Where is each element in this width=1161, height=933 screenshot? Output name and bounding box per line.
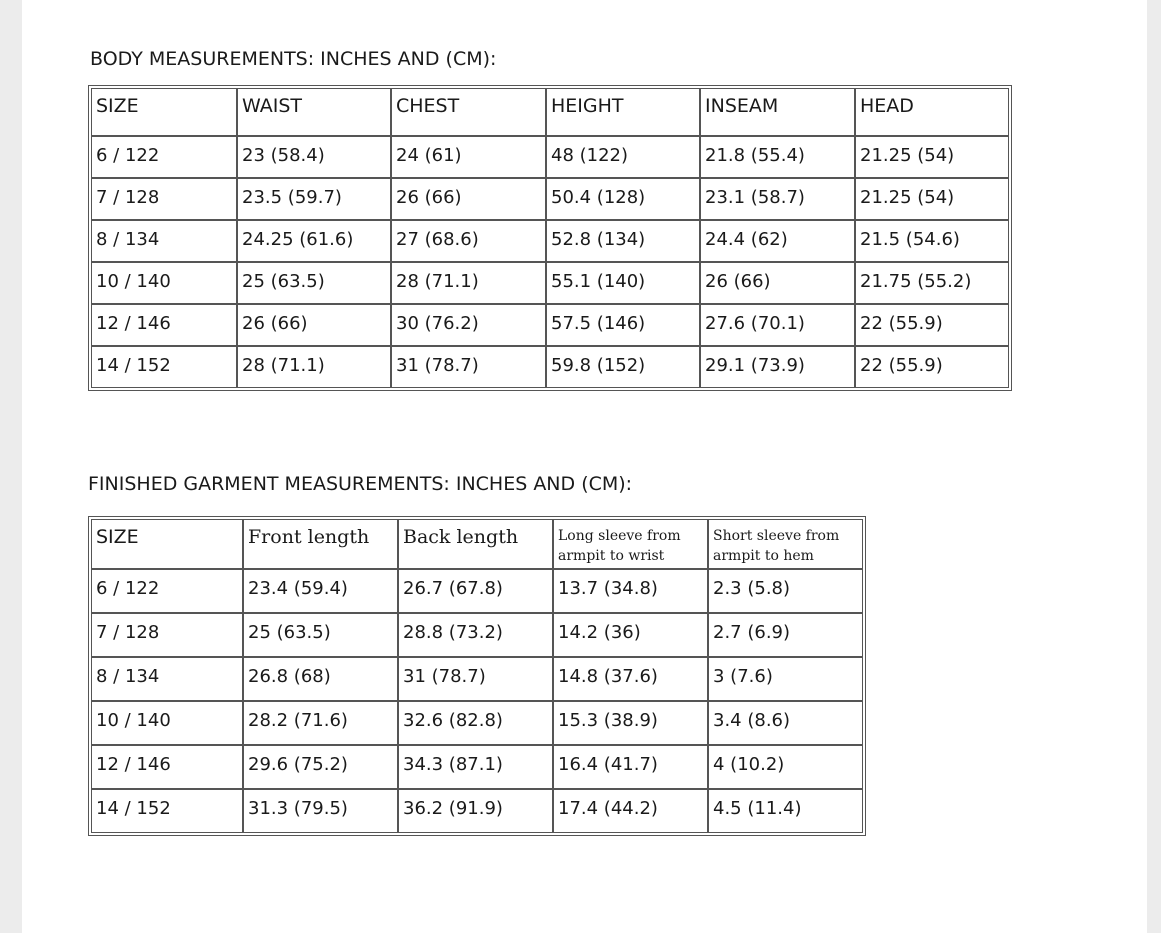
table-cell: 23.5 (59.7) (237, 178, 391, 220)
table-cell: 27 (68.6) (391, 220, 546, 262)
header-short-sleeve: Short sleeve from armpit to hem (708, 519, 863, 569)
garment-measurements-title: FINISHED GARMENT MEASUREMENTS: INCHES AND (CM): (88, 473, 633, 495)
table-cell: 14.8 (37.6) (553, 657, 708, 701)
table-cell: 22 (55.9) (855, 346, 1009, 388)
table-cell: 10 / 140 (91, 701, 243, 745)
table-cell: 32.6 (82.8) (398, 701, 553, 745)
table-cell: 28 (71.1) (237, 346, 391, 388)
table-cell: 26 (66) (237, 304, 391, 346)
table-cell: 7 / 128 (91, 178, 237, 220)
table-row (91, 701, 863, 745)
table-row (91, 220, 1009, 262)
header-waist: WAIST (237, 88, 391, 136)
table-cell: 57.5 (146) (546, 304, 700, 346)
table-cell: 59.8 (152) (546, 346, 700, 388)
document-page (22, 0, 1147, 933)
header-front-length: Front length (243, 519, 398, 569)
table-cell: 3 (7.6) (708, 657, 863, 701)
header-size: SIZE (91, 519, 243, 569)
table-cell: 21.8 (55.4) (700, 136, 855, 178)
table-cell: 29.6 (75.2) (243, 745, 398, 789)
table-row (91, 136, 1009, 178)
header-chest: CHEST (391, 88, 546, 136)
table-cell: 55.1 (140) (546, 262, 700, 304)
table-cell: 2.3 (5.8) (708, 569, 863, 613)
header-size: SIZE (91, 88, 237, 136)
table-row (91, 657, 863, 701)
table-header-row (91, 88, 1009, 136)
header-height: HEIGHT (546, 88, 700, 136)
table-cell: 26 (66) (700, 262, 855, 304)
table-row (91, 346, 1009, 388)
table-cell: 28 (71.1) (391, 262, 546, 304)
table-cell: 27.6 (70.1) (700, 304, 855, 346)
table-cell: 6 / 122 (91, 569, 243, 613)
table-cell: 29.1 (73.9) (700, 346, 855, 388)
table-row (91, 745, 863, 789)
table-cell: 26.8 (68) (243, 657, 398, 701)
table-cell: 25 (63.5) (237, 262, 391, 304)
table-cell: 4 (10.2) (708, 745, 863, 789)
table-row (91, 304, 1009, 346)
table-cell: 7 / 128 (91, 613, 243, 657)
header-inseam: INSEAM (700, 88, 855, 136)
table-cell: 16.4 (41.7) (553, 745, 708, 789)
table-cell: 31 (78.7) (391, 346, 546, 388)
table-cell: 24.4 (62) (700, 220, 855, 262)
table-cell: 28.8 (73.2) (398, 613, 553, 657)
table-cell: 28.2 (71.6) (243, 701, 398, 745)
table-cell: 8 / 134 (91, 657, 243, 701)
body-measurements-title: BODY MEASUREMENTS: INCHES AND (CM): (90, 48, 497, 70)
table-cell: 48 (122) (546, 136, 700, 178)
table-cell: 15.3 (38.9) (553, 701, 708, 745)
table-cell: 14.2 (36) (553, 613, 708, 657)
table-cell: 21.75 (55.2) (855, 262, 1009, 304)
header-long-sleeve: Long sleeve from armpit to wrist (553, 519, 708, 569)
header-head: HEAD (855, 88, 1009, 136)
table-cell: 3.4 (8.6) (708, 701, 863, 745)
table-cell: 23 (58.4) (237, 136, 391, 178)
table-cell: 24.25 (61.6) (237, 220, 391, 262)
table-cell: 34.3 (87.1) (398, 745, 553, 789)
table-cell: 30 (76.2) (391, 304, 546, 346)
table-cell: 23.4 (59.4) (243, 569, 398, 613)
header-back-length: Back length (398, 519, 553, 569)
table-row (91, 178, 1009, 220)
table-cell: 52.8 (134) (546, 220, 700, 262)
garment-measurements-table (88, 516, 866, 836)
body-measurements-table (88, 85, 1012, 391)
table-cell: 36.2 (91.9) (398, 789, 553, 833)
table-cell: 50.4 (128) (546, 178, 700, 220)
table-row (91, 569, 863, 613)
table-cell: 23.1 (58.7) (700, 178, 855, 220)
table-cell: 24 (61) (391, 136, 546, 178)
table-row (91, 262, 1009, 304)
table-cell: 25 (63.5) (243, 613, 398, 657)
table-cell: 22 (55.9) (855, 304, 1009, 346)
table-cell: 21.5 (54.6) (855, 220, 1009, 262)
table-cell: 14 / 152 (91, 789, 243, 833)
table-cell: 13.7 (34.8) (553, 569, 708, 613)
table-cell: 14 / 152 (91, 346, 237, 388)
table-cell: 8 / 134 (91, 220, 237, 262)
table-cell: 31 (78.7) (398, 657, 553, 701)
table-header-row (91, 519, 863, 569)
table-cell: 26 (66) (391, 178, 546, 220)
table-row (91, 789, 863, 833)
table-cell: 31.3 (79.5) (243, 789, 398, 833)
table-row (91, 613, 863, 657)
table-cell: 21.25 (54) (855, 136, 1009, 178)
table-cell: 17.4 (44.2) (553, 789, 708, 833)
table-cell: 12 / 146 (91, 745, 243, 789)
table-cell: 10 / 140 (91, 262, 237, 304)
table-cell: 26.7 (67.8) (398, 569, 553, 613)
table-cell: 12 / 146 (91, 304, 237, 346)
table-cell: 2.7 (6.9) (708, 613, 863, 657)
table-cell: 4.5 (11.4) (708, 789, 863, 833)
table-cell: 6 / 122 (91, 136, 237, 178)
table-cell: 21.25 (54) (855, 178, 1009, 220)
